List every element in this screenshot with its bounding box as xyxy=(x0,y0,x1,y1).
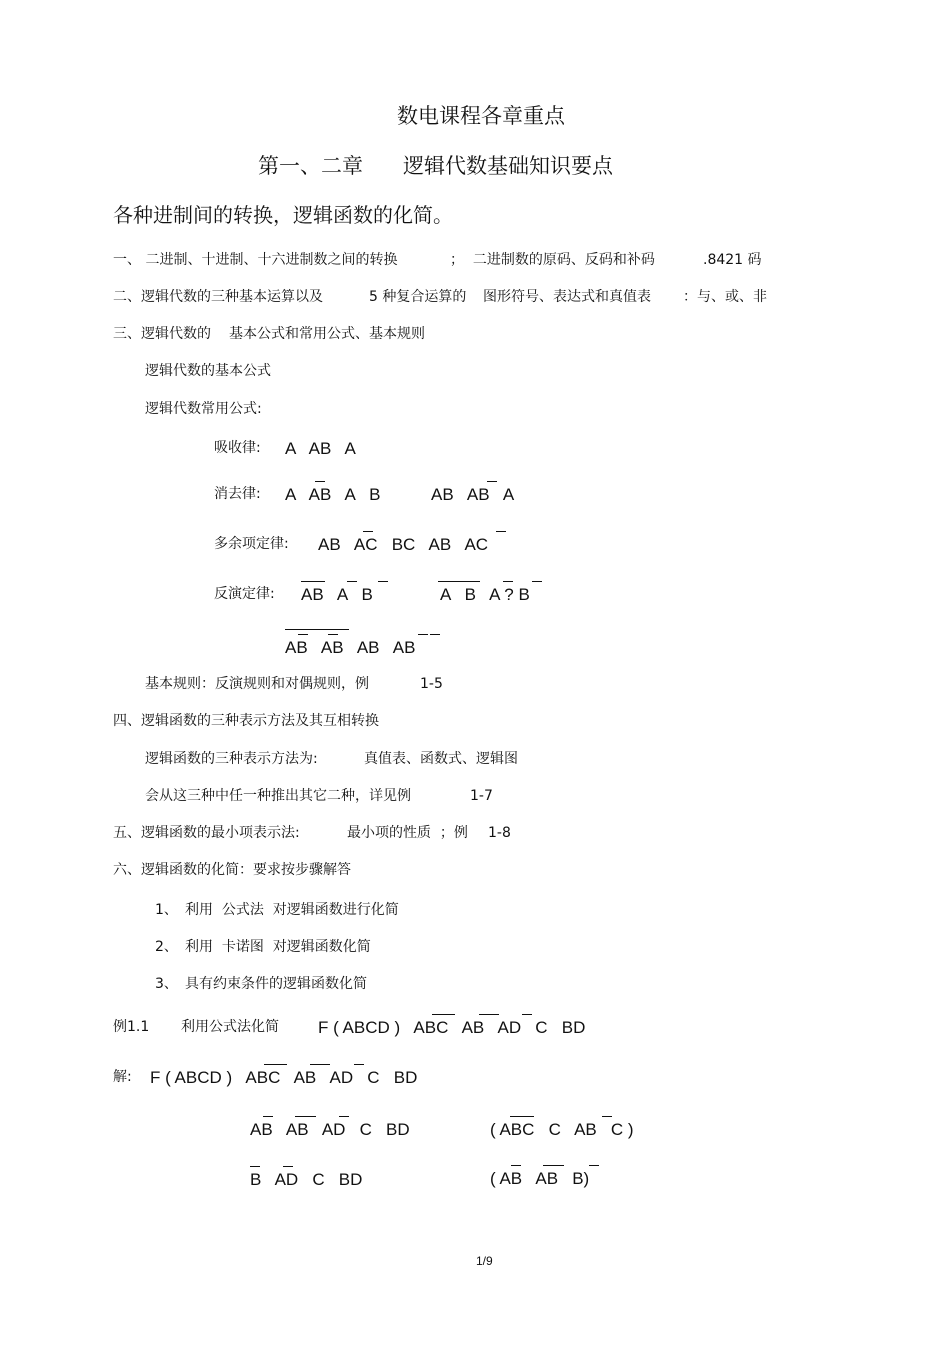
overline-mark xyxy=(310,1064,330,1065)
solution-formula-2: AB AB AD C BD xyxy=(250,1120,410,1139)
overline-mark xyxy=(418,634,428,635)
overline-mark xyxy=(285,629,349,630)
overline-mark xyxy=(250,1166,260,1167)
section-3-text-b: 基本公式和常用公式、基本规则 xyxy=(229,326,425,342)
section-5-text: 五、逻辑函数的最小项表示法: xyxy=(113,825,300,841)
section-3-text: 三、逻辑代数的 xyxy=(113,326,211,342)
example-formula: F ( ABCD ) ABC AB AD C BD xyxy=(318,1018,586,1037)
absorption-law-formula: A AB A xyxy=(285,439,356,458)
chapter-topic: 逻辑代数基础知识要点 xyxy=(403,154,613,178)
common-formula-label: 逻辑代数常用公式: xyxy=(145,401,262,417)
demorgan-law-label: 反演定律: xyxy=(214,586,275,602)
overline-mark xyxy=(510,1116,534,1117)
solution-note-3: ( AB AB B) xyxy=(490,1169,590,1188)
demorgan-law-formula-3: AB AB AB AB xyxy=(285,638,416,657)
chapter-label: 第一、二章 xyxy=(258,154,363,178)
overline-mark xyxy=(479,1014,499,1015)
overline-mark xyxy=(315,481,325,482)
overline-mark xyxy=(263,1116,273,1117)
overline-mark xyxy=(301,581,325,582)
step-number: 3、 xyxy=(155,976,178,992)
solution-label: 解: xyxy=(113,1069,132,1085)
overline-mark xyxy=(503,581,513,582)
three-ways-list: 真值表、函数式、逻辑图 xyxy=(364,751,518,767)
section-2-text-d: ：与、或、非 xyxy=(683,289,767,305)
derive-example: 1-7 xyxy=(470,788,493,804)
demorgan-law-formula-2: A B A ? B xyxy=(440,585,530,604)
three-ways-text: 逻辑函数的三种表示方法为: xyxy=(145,751,318,767)
overline-mark xyxy=(511,1165,521,1166)
overline-mark xyxy=(532,581,542,582)
basic-rules-example: 1-5 xyxy=(420,676,443,692)
section-1-text: 一、 二进制、十进制、十六进制数之间的转换 xyxy=(113,252,398,268)
overline-mark xyxy=(295,1116,316,1117)
solution-formula-3: B AD C BD xyxy=(250,1170,363,1189)
step-number: 1、 xyxy=(155,902,178,918)
overline-mark xyxy=(328,634,338,635)
elimination-law-label: 消去律: xyxy=(214,486,261,502)
section-5-text-c: 1-8 xyxy=(488,825,511,841)
overline-mark xyxy=(363,531,373,532)
document-title: 数电课程各章重点 xyxy=(397,104,565,128)
basic-formula-label: 逻辑代数的基本公式 xyxy=(145,363,271,379)
overline-mark xyxy=(543,1165,564,1166)
section-2-text-b: 5 种复合运算的 xyxy=(369,289,467,305)
overline-mark xyxy=(298,634,308,635)
solution-note-2: ( ABC C AB C ) xyxy=(490,1120,634,1139)
overline-mark xyxy=(602,1116,612,1117)
overline-mark xyxy=(347,581,357,582)
section-5-text-b: 最小项的性质 ；例 xyxy=(347,825,468,841)
step-text: 利用 卡诺图 对逻辑函数化简 xyxy=(185,939,371,955)
redundancy-law-formula: AB AC BC AB AC xyxy=(318,535,489,554)
subtitle: 各种进制间的转换，逻辑函数的化简。 xyxy=(113,203,453,227)
overline-mark xyxy=(354,1064,364,1065)
step-text: 具有约束条件的逻辑函数化简 xyxy=(185,976,367,992)
overline-mark xyxy=(339,1116,349,1117)
overline-mark xyxy=(283,1166,293,1167)
elimination-law-formula-2: AB AB A xyxy=(431,485,515,504)
elimination-law-formula-1: A AB A B xyxy=(285,485,381,504)
overline-mark xyxy=(438,581,480,582)
absorption-law-label: 吸收律: xyxy=(214,440,261,456)
section-6-text: 六、逻辑函数的化简：要求按步骤解答 xyxy=(113,862,351,878)
section-1-text-b: ； 二进制数的原码、反码和补码 xyxy=(450,252,655,268)
step-number: 2、 xyxy=(155,939,178,955)
section-4-text: 四、逻辑函数的三种表示方法及其互相转换 xyxy=(113,713,379,729)
example-description: 利用公式法化简 xyxy=(181,1019,279,1035)
section-2-text: 二、逻辑代数的三种基本运算以及 xyxy=(113,289,323,305)
overline-mark xyxy=(487,481,497,482)
overline-mark xyxy=(496,531,506,532)
solution-formula-1: F ( ABCD ) ABC AB AD C BD xyxy=(150,1068,418,1087)
step-text: 利用 公式法 对逻辑函数进行化简 xyxy=(185,902,399,918)
redundancy-law-label: 多余项定律: xyxy=(214,536,289,552)
overline-mark xyxy=(432,1014,455,1015)
overline-mark xyxy=(264,1064,287,1065)
basic-rules-text: 基本规则：反演规则和对偶规则，例 xyxy=(145,676,369,692)
overline-mark xyxy=(430,634,440,635)
demorgan-law-formula-1: AB A B xyxy=(301,585,373,604)
overline-mark xyxy=(589,1165,599,1166)
section-1-text-c: .8421 码 xyxy=(703,252,762,268)
section-2-text-c: 图形符号、表达式和真值表 xyxy=(483,289,651,305)
page-number: 1/9 xyxy=(476,1254,493,1268)
derive-text: 会从这三种中任一种推出其它二种，详见例 xyxy=(145,788,411,804)
overline-mark xyxy=(378,581,388,582)
example-label: 例1.1 xyxy=(113,1019,150,1035)
overline-mark xyxy=(522,1014,532,1015)
